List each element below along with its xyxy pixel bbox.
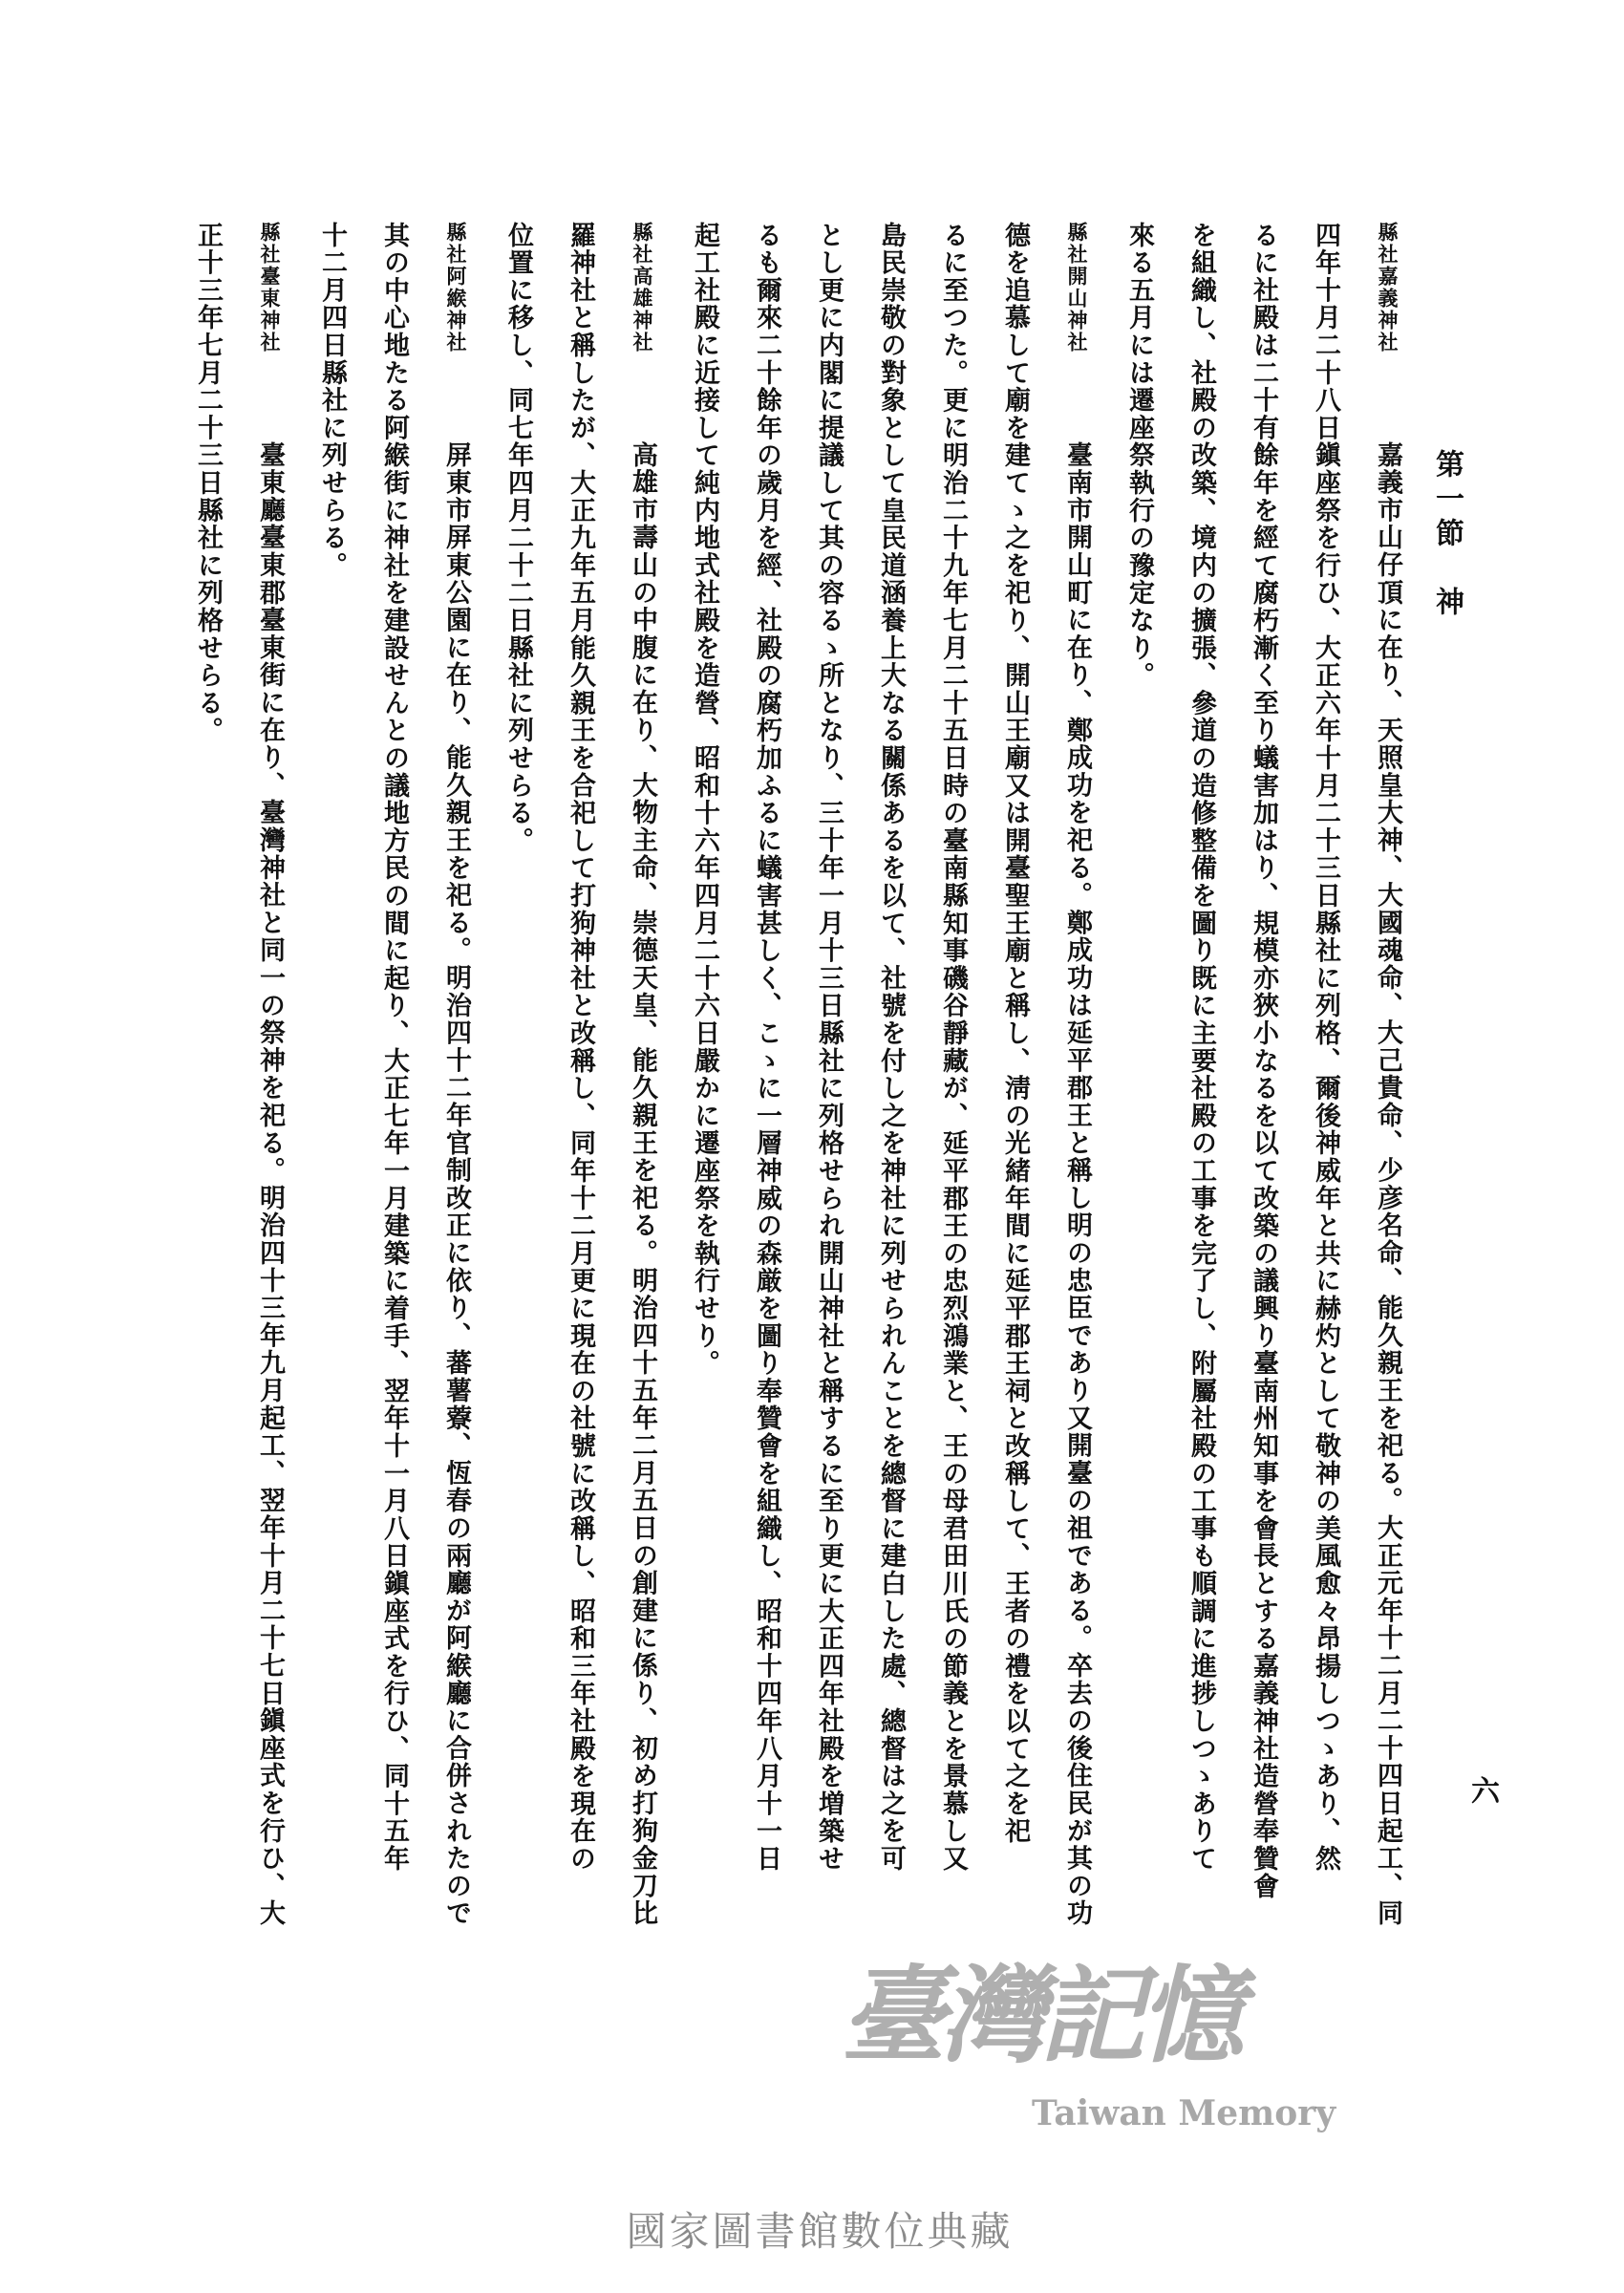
entry-heading: 縣社臺東神社 xyxy=(258,222,281,354)
text-column xyxy=(860,222,922,1941)
entry-heading: 縣社開山神社 xyxy=(1065,222,1088,354)
text-column xyxy=(1046,222,1108,1941)
text-column xyxy=(798,222,860,1941)
column-text: 十二月四日縣社に列せらる。 xyxy=(317,222,347,580)
watermark-subtitle: Taiwan Memory xyxy=(1032,2093,1336,2133)
section-title: 第一節 神 xyxy=(1430,449,1464,621)
text-column xyxy=(549,222,611,1941)
text-column xyxy=(984,222,1046,1941)
text-column xyxy=(1357,222,1419,1941)
column-text: 臺南市開山町に在り、鄭成功を祀る。鄭成功は延平郡王と稱し明の忠臣であり又開臺の祖である。卒去の後住民が其の功 xyxy=(1062,441,1092,1928)
text-column xyxy=(673,222,736,1941)
text-column xyxy=(301,222,363,1941)
column-text: を組織し、社殿の改築、境内の擴張、參道の造修整備を圖り既に主要社殿の工事を完了し、附屬社殿の工事も順調に進捗しつゝありて xyxy=(1186,222,1216,1873)
page-number: 六 xyxy=(1471,1775,1500,1809)
column-text: 起工社殿に近接して純内地式社殿を造營、昭和十六年四月二十六日嚴かに遷座祭を執行せり。 xyxy=(690,222,719,1378)
column-text: 嘉義市山仔頂に在り、天照皇大神、大國魂命、大己貴命、少彦名命、能久親王を祀る。大正元年十二月二十四日起工、同 xyxy=(1373,441,1402,1928)
column-text: 臺東廳臺東郡臺東街に在り、臺灣神社と同一の祭神を祀る。明治四十三年九月起工、翌年十月二十七日鎭座式を行ひ、大 xyxy=(255,441,285,1928)
body-text xyxy=(177,222,1419,1941)
column-text: 位置に移し、同七年四月二十二日縣社に列せらる。 xyxy=(503,222,533,855)
entry-heading: 縣社高雄神社 xyxy=(630,222,653,354)
column-text: 正十三年七月二十三日縣社に列格せらる。 xyxy=(193,222,223,745)
text-column xyxy=(922,222,984,1941)
text-column xyxy=(1232,222,1294,1941)
text-column xyxy=(1294,222,1357,1941)
watermark-logo: 臺灣記憶 xyxy=(841,1954,1238,2077)
entry-heading: 縣社阿緱神社 xyxy=(444,222,467,354)
column-text: 德を追慕して廟を建てゝ之を祀り、開山王廟又は開臺聖王廟と稱し、淸の光緒年間に延平郡王祠と改稱して、王者の禮を以て之を祀 xyxy=(1000,222,1030,1846)
text-column xyxy=(1108,222,1170,1941)
column-text: 四年十月二十八日鎭座祭を行ひ、大正六年十月二十三日縣社に列格、爾後神威年と共に赫灼として敬神の美風愈々昂揚しつゝあり、然 xyxy=(1311,222,1340,1873)
column-text: 羅神社と稱したが、大正九年五月能久親王を合祀して打狗神社と改稱し、同年十二月更に現在の社號に改稱し、昭和三年社殿を現在の xyxy=(566,222,595,1873)
text-column xyxy=(363,222,425,1941)
column-text: るに社殿は二十有餘年を經て腐朽漸く至り蟻害加はり、規模亦狹小なるを以て改築の議興り臺南州知事を會長とする嘉義神社造營奉贊會 xyxy=(1249,222,1278,1900)
column-text: 其の中心地たる阿緱街に神社を建設せんとの議地方民の間に起り、大正七年一月建築に着手、翌年十一月八日鎭座式を行ひ、同十五年 xyxy=(379,222,409,1873)
text-column xyxy=(425,222,487,1941)
column-text: 島民崇敬の對象として皇民道涵養上大なる關係あるを以て、社號を付し之を神社に列せられんことを總督に建白した處、總督は之を可 xyxy=(876,222,906,1873)
text-column xyxy=(487,222,549,1941)
column-text: 來る五月には遷座祭執行の豫定なり。 xyxy=(1124,222,1154,690)
footer-credit: 國家圖書館數位典藏 xyxy=(626,2208,1014,2255)
text-column xyxy=(239,222,301,1941)
column-text: とし更に内閣に提議して其の容るゝ所となり、三十年一月十三日縣社に列格せられ開山神社と稱するに至り更に大正四年社殿を増築せ xyxy=(814,222,844,1873)
text-column xyxy=(611,222,673,1941)
column-text: 屏東市屏東公園に在り、能久親王を祀る。明治四十二年官制改正に依り、蕃薯藔、恆春の兩廳が阿緱廳に合併されたので xyxy=(441,441,471,1928)
text-column xyxy=(177,222,239,1941)
column-text: るに至つた。更に明治二十九年七月二十五日時の臺南縣知事磯谷靜藏が、延平郡王の忠烈鴻業と、王の母君田川氏の節義とを景慕し又 xyxy=(938,222,968,1873)
entry-heading: 縣社嘉義神社 xyxy=(1376,222,1399,354)
column-text: 高雄市壽山の中腹に在り、大物主命、崇德天皇、能久親王を祀る。明治四十五年二月五日の創建に係り、初め打狗金刀比 xyxy=(628,441,657,1928)
text-column xyxy=(736,222,798,1941)
text-column xyxy=(1170,222,1232,1941)
column-text: るも爾來二十餘年の歲月を經、社殿の腐朽加ふるに蟻害甚しく、こゝに一層神威の森厳を圖り奉贊會を組織し、昭和十四年八月十一日 xyxy=(752,222,781,1873)
